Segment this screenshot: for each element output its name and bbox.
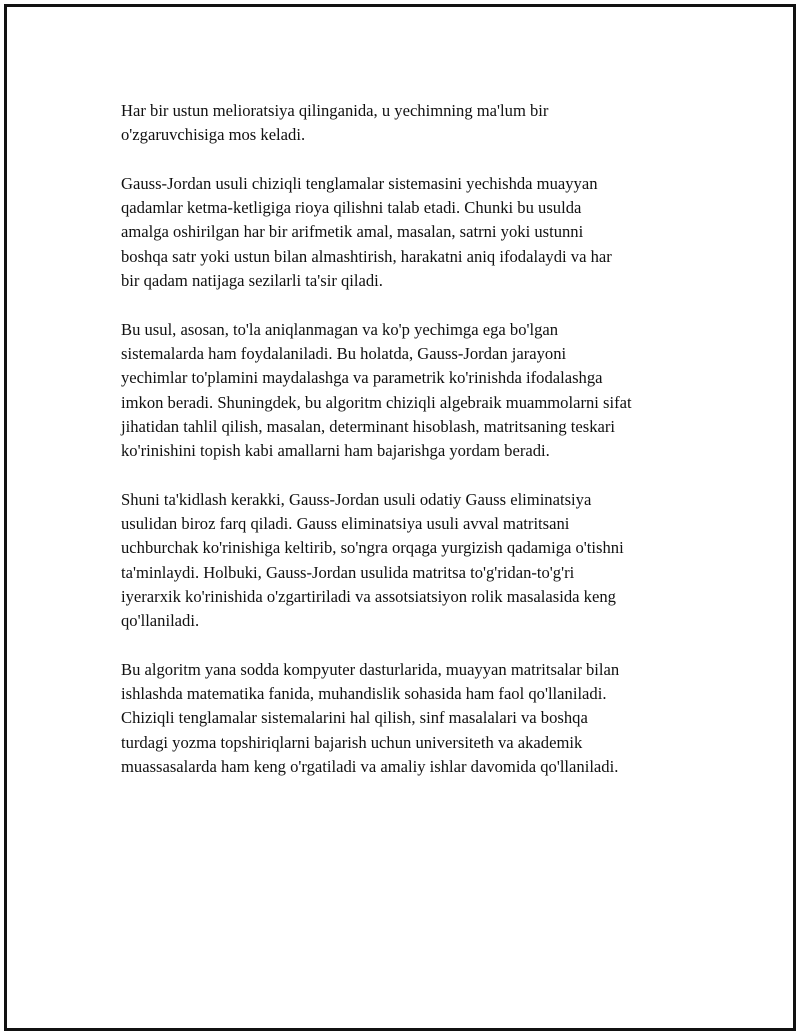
text-line: o'zgaruvchisiga mos keladi. <box>121 125 306 145</box>
text-line: uchburchak ko'rinishiga keltirib, so'ngra orqaga yurgizish qadamiga o'tishni <box>121 538 624 558</box>
text-line: qo'llaniladi. <box>121 611 200 631</box>
text-line: Bu algoritm yana sodda kompyuter dasturlarida, muayyan matritsalar bilan <box>121 659 620 679</box>
text-line: bir qadam natijaga sezilarli ta'sir qiladi. <box>121 271 383 291</box>
page-frame <box>4 4 796 1031</box>
text-line: Har bir ustun melioratsiya qilinganida, u yechimning ma'lum bir <box>121 101 549 120</box>
text-line: Bu usul, asosan, to'la aniqlanmagan va ko'p yechimga ega bo'lgan <box>121 319 559 339</box>
text-line: Shuni ta'kidlash kerakki, Gauss-Jordan usuli odatiy Gauss eliminatsiya <box>121 489 592 509</box>
paragraph-3 <box>121 318 701 464</box>
text-line: qadamlar ketma-ketligiga rioya qilishni talab etadi. Chunki bu usulda <box>121 198 582 218</box>
text-line: muassasalarda ham keng o'rgatiladi va amaliy ishlar davomida qo'llaniladi. <box>121 757 619 777</box>
paragraph-4 <box>121 488 701 634</box>
text-line: imkon beradi. Shuningdek, bu algoritm chiziqli algebraik muammolarni sifat <box>121 392 632 412</box>
text-line: yechimlar to'plamini maydalashga va parametrik ko'rinishda ifodalashga <box>121 368 603 388</box>
text-line: ko'rinishini topish kabi amallarni ham bajarishga yordam beradi. <box>121 441 550 461</box>
paragraph-1 <box>121 99 701 148</box>
text-line: ta'minlaydi. Holbuki, Gauss-Jordan usulida matritsa to'g'ridan-to'g'ri <box>121 562 575 582</box>
text-line: turdagi yozma topshiriqlarni bajarish uchun universiteth va akademik <box>121 732 583 752</box>
text-line: boshqa satr yoki ustun bilan almashtirish, harakatni aniq ifodalaydi va har <box>121 246 612 266</box>
text-line: iyerarxik ko'rinishida o'zgartiriladi va assotsiatsiyon rolik masalasida keng <box>121 586 616 606</box>
text-line: usulidan biroz farq qiladi. Gauss eliminatsiya usuli avval matritsani <box>121 514 570 534</box>
text-line: jihatidan tahlil qilish, masalan, determinant hisoblash, matritsaning teskari <box>121 416 616 436</box>
text-line: Gauss-Jordan usuli chiziqli tenglamalar sistemasini yechishda muayyan <box>121 173 598 193</box>
text-line: Chiziqli tenglamalar sistemalarini hal qilish, sinf masalalari va boshqa <box>121 708 588 728</box>
document-body <box>121 99 701 804</box>
paragraph-5 <box>121 658 701 779</box>
text-line: ishlashda matematika fanida, muhandislik sohasida ham faol qo'llaniladi. <box>121 684 607 704</box>
paragraph-2 <box>121 172 701 293</box>
text-line: sistemalarda ham foydalaniladi. Bu holatda, Gauss-Jordan jarayoni <box>121 343 567 363</box>
text-line: amalga oshirilgan har bir arifmetik amal, masalan, satrni yoki ustunni <box>121 222 584 242</box>
